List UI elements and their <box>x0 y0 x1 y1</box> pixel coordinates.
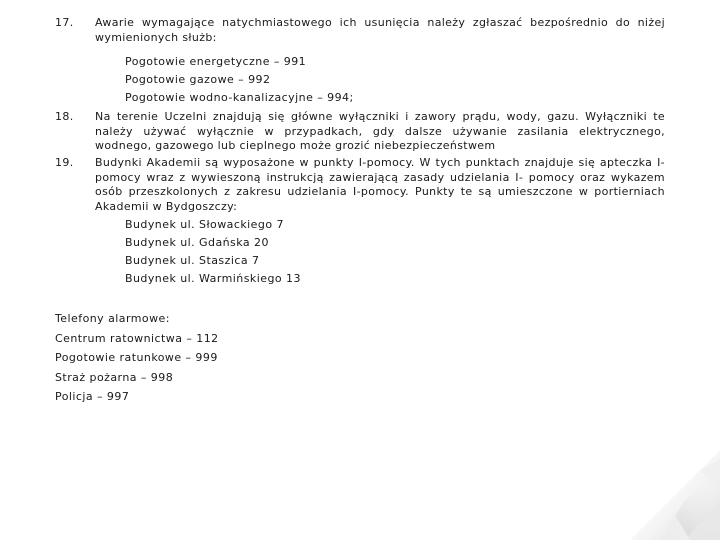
item-number: 18. <box>55 110 74 123</box>
sub-item: Budynek ul. Staszica 7 <box>125 254 260 267</box>
item-number: 19. <box>55 156 74 169</box>
list-item-17 <box>55 16 665 45</box>
phone-entry: Straż pożarna – 998 <box>55 370 174 384</box>
phone-entry: Policja – 997 <box>55 390 130 403</box>
item-number: 17. <box>55 16 74 29</box>
sub-item: Budynek ul. Gdańska 20 <box>125 236 269 249</box>
phones-heading: Telefony alarmowe: <box>55 312 170 325</box>
emergency-phones <box>55 309 219 407</box>
sub-item: Budynek ul. Warmińskiego 13 <box>125 272 301 285</box>
phone-entry: Centrum ratownictwa – 112 <box>55 331 219 345</box>
item-text: Na terenie Uczelni znajdują się główne wyłączniki i zawory prądu, wody, gazu. Wyłączniki te należy używać wyłącznie w przypadkach, gdy dalsze używanie zasilania elektrycznego, wodnego, gazowego lub cieplnego może grozić niebezpieczeństwem <box>95 110 665 152</box>
sub-item: Pogotowie wodno-kanalizacyjne – 994; <box>125 91 354 104</box>
item-text: Budynki Akademii są wyposażone w punkty I-pomocy. W tych punktach znajduje się apteczka I-pomocy wraz z wywieszoną instrukcją zawierającą zasady udzielania I- pomocy oraz wykazem osób przeszkolonych z zakresu udzielania I-pomocy. Punkty te są umieszczone w portierniach Akademii w Bydgoszczy: <box>95 156 665 213</box>
sub-item: Pogotowie gazowe – 992 <box>125 73 271 86</box>
decorative-corner-graphic <box>590 430 720 540</box>
sub-item: Budynek ul. Słowackiego 7 <box>125 218 284 231</box>
list-item-19 <box>55 156 665 214</box>
list-item-18 <box>55 110 665 154</box>
sub-item: Pogotowie energetyczne – 991 <box>125 55 307 68</box>
item-text: Awarie wymagające natychmiastowego ich usunięcia należy zgłaszać bezpośrednio do niżej wymienionych służb: <box>95 16 665 44</box>
phone-entry: Pogotowie ratunkowe – 999 <box>55 351 218 364</box>
